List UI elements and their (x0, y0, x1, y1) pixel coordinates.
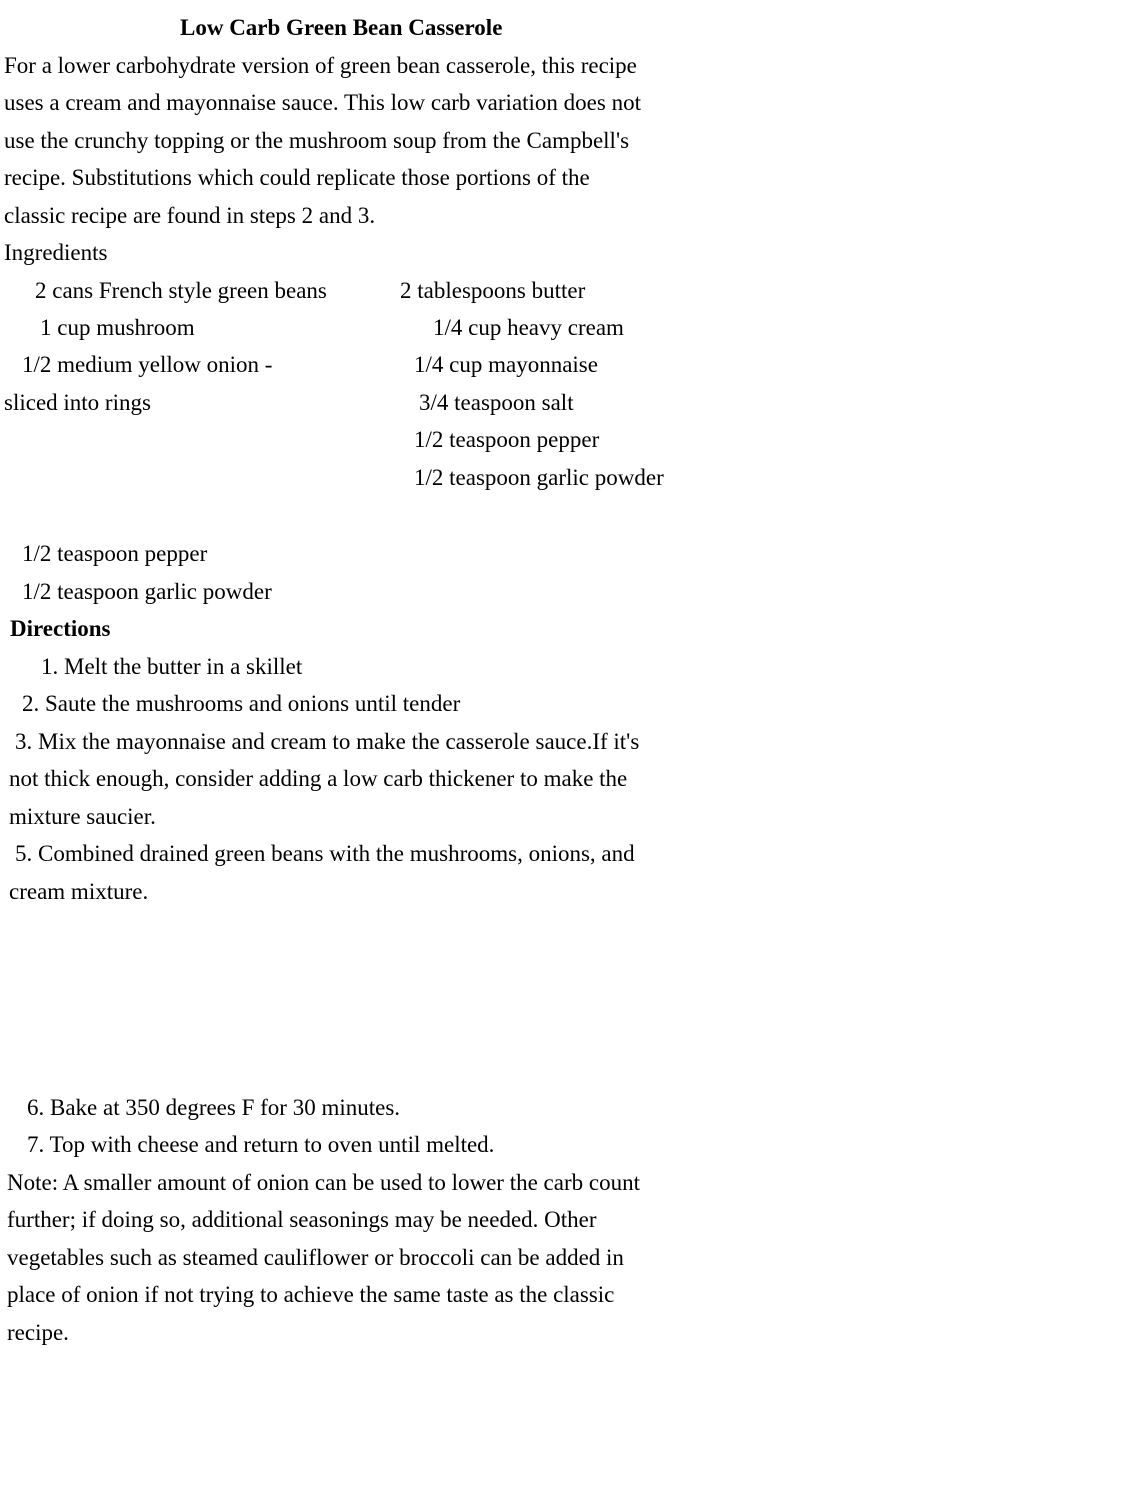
direction-step: not thick enough, consider adding a low carb thickener to make the (9, 766, 628, 791)
ingredient-item: 1/4 cup heavy cream (433, 315, 624, 340)
intro-line: For a lower carbohydrate version of green bean casserole, this recipe (4, 53, 637, 78)
direction-step: mixture saucier. (9, 804, 156, 829)
page-title: Low Carb Green Bean Casserole (180, 15, 503, 40)
ingredient-item: 1/2 medium yellow onion - (22, 352, 273, 377)
ingredient-item: 2 cans French style green beans (35, 278, 327, 303)
ingredients-heading: Ingredients (4, 240, 108, 265)
direction-step: 2. Saute the mushrooms and onions until tender (22, 691, 461, 716)
ingredient-item: 1/2 teaspoon pepper (22, 541, 208, 566)
ingredient-item: 1/4 cup mayonnaise (414, 352, 598, 377)
note-line: vegetables such as steamed cauliflower or broccoli can be added in (7, 1245, 624, 1270)
ingredient-item: sliced into rings (4, 390, 151, 415)
note-line: further; if doing so, additional seasonings may be needed. Other (7, 1207, 597, 1232)
direction-step: 5. Combined drained green beans with the mushrooms, onions, and (15, 841, 635, 866)
intro-line: use the crunchy topping or the mushroom soup from the Campbell's (4, 128, 630, 153)
direction-step: 1. Melt the butter in a skillet (41, 654, 303, 679)
direction-step: 3. Mix the mayonnaise and cream to make the casserole sauce.If it's (15, 729, 640, 754)
ingredient-item: 1/2 teaspoon garlic powder (22, 579, 272, 604)
intro-line: uses a cream and mayonnaise sauce. This low carb variation does not (4, 90, 641, 115)
intro-line: recipe. Substitutions which could replicate those portions of the (4, 165, 590, 190)
ingredient-item: 1/2 teaspoon garlic powder (414, 465, 664, 490)
direction-step: 6. Bake at 350 degrees F for 30 minutes. (27, 1095, 401, 1120)
ingredient-item: 2 tablespoons butter (400, 278, 586, 303)
note-line: recipe. (7, 1320, 69, 1345)
intro-line: classic recipe are found in steps 2 and 3. (4, 203, 376, 228)
directions-heading: Directions (10, 616, 111, 641)
ingredient-item: 1/2 teaspoon pepper (414, 427, 600, 452)
direction-step: cream mixture. (9, 879, 149, 904)
direction-step: 7. Top with cheese and return to oven until melted. (27, 1132, 495, 1157)
note-line: place of onion if not trying to achieve the same taste as the classic (7, 1282, 615, 1307)
ingredient-item: 3/4 teaspoon salt (419, 390, 574, 415)
note-line: Note: A smaller amount of onion can be used to lower the carb count (7, 1170, 640, 1195)
ingredient-item: 1 cup mushroom (40, 315, 195, 340)
